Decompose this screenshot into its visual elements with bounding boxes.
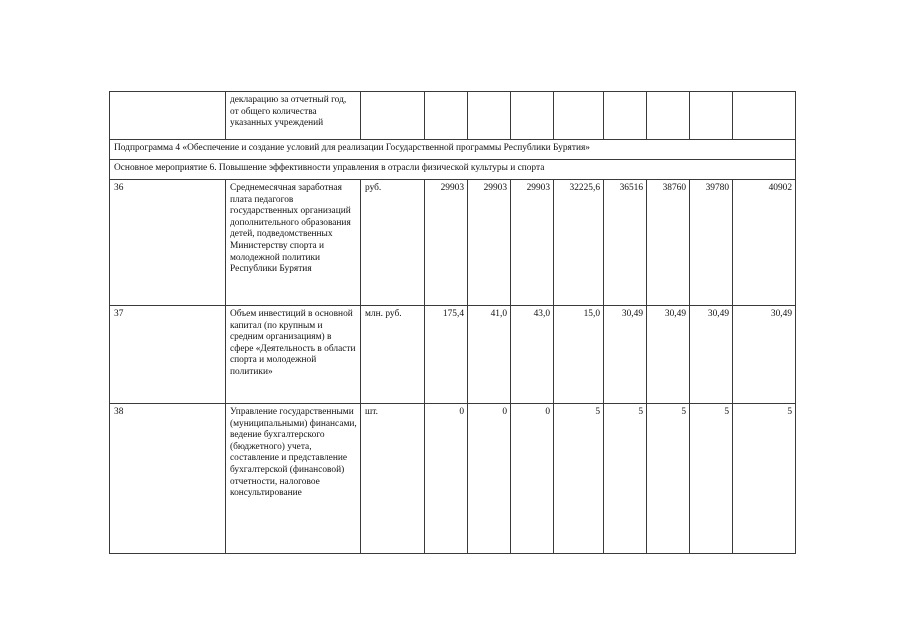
row-number-cell <box>110 92 226 140</box>
main-event-row <box>110 160 796 180</box>
value-cell: 30,49 <box>647 306 690 404</box>
value-cell <box>690 92 733 140</box>
value-cell: 0 <box>511 404 554 554</box>
unit-cell <box>361 92 425 140</box>
description-cell: Управление государственными (муниципальными) финансами, ведение бухгалтерского (бюджетного) учета, составление и представление бухгалтерской (финансовой) отчетности, налоговое консультирование <box>226 404 361 554</box>
table-row <box>110 180 796 306</box>
value-cell: 29903 <box>468 180 511 306</box>
description-cell: Объем инвестиций в основной капитал (по крупным и средним организациям) в сфере «Деятельность в области спорта и молодежной политики» <box>226 306 361 404</box>
value-cell: 38760 <box>647 180 690 306</box>
unit-cell: млн. руб. <box>361 306 425 404</box>
value-cell: 5 <box>690 404 733 554</box>
description-cell: декларацию за отчетный год, от общего количества указанных учреждений <box>226 92 361 140</box>
description-cell: Среднемесячная заработная плата педагогов государственных организаций дополнительного образования детей, подведомственных Министерству спорта и молодежной политики Республики Бурятия <box>226 180 361 306</box>
value-cell: 43,0 <box>511 306 554 404</box>
subprogram-row <box>110 140 796 160</box>
value-cell <box>647 92 690 140</box>
value-cell: 30,49 <box>690 306 733 404</box>
row-number-cell: 38 <box>110 404 226 554</box>
unit-cell: шт. <box>361 404 425 554</box>
value-cell: 0 <box>468 404 511 554</box>
value-cell: 15,0 <box>554 306 604 404</box>
value-cell: 5 <box>647 404 690 554</box>
value-cell: 36516 <box>604 180 647 306</box>
value-cell: 39780 <box>690 180 733 306</box>
value-cell: 5 <box>554 404 604 554</box>
value-cell: 30,49 <box>733 306 796 404</box>
value-cell <box>425 92 468 140</box>
value-cell: 29903 <box>425 180 468 306</box>
value-cell <box>733 92 796 140</box>
value-cell: 29903 <box>511 180 554 306</box>
value-cell: 5 <box>733 404 796 554</box>
unit-cell: руб. <box>361 180 425 306</box>
value-cell: 30,49 <box>604 306 647 404</box>
value-cell <box>511 92 554 140</box>
subprogram-title: Подпрограмма 4 «Обеспечение и создание условий для реализации Государственной программы Республики Бурятия» <box>110 140 796 160</box>
table-row-continued <box>110 92 796 140</box>
main-event-title: Основное мероприятие 6. Повышение эффективности управления в отрасли физической культуры и спорта <box>110 160 796 180</box>
value-cell: 32225,6 <box>554 180 604 306</box>
value-cell: 175,4 <box>425 306 468 404</box>
indicator-table <box>109 91 796 554</box>
value-cell <box>554 92 604 140</box>
value-cell: 0 <box>425 404 468 554</box>
value-cell <box>604 92 647 140</box>
value-cell: 41,0 <box>468 306 511 404</box>
table-row <box>110 306 796 404</box>
value-cell: 5 <box>604 404 647 554</box>
row-number-cell: 36 <box>110 180 226 306</box>
row-number-cell: 37 <box>110 306 226 404</box>
table-row <box>110 404 796 554</box>
value-cell <box>468 92 511 140</box>
value-cell: 40902 <box>733 180 796 306</box>
